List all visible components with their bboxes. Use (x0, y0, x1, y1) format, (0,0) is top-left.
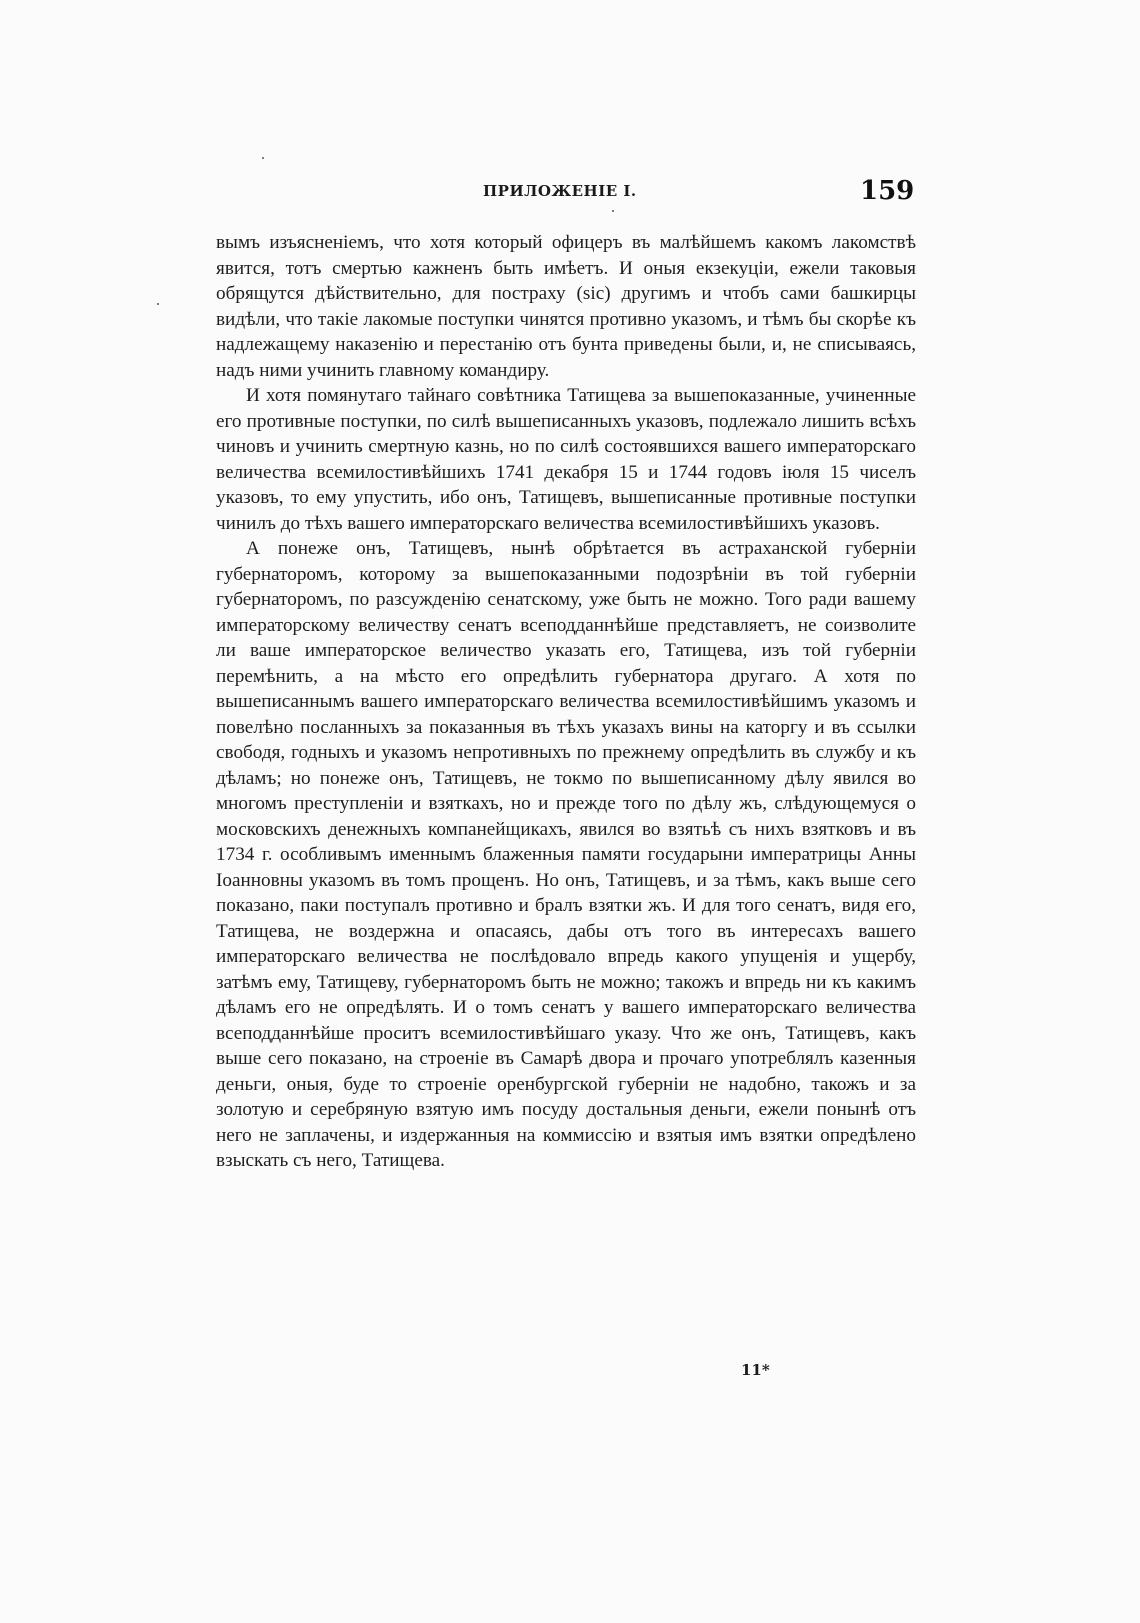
scan-speck (612, 210, 614, 212)
signature-mark: 11* (741, 1361, 770, 1379)
page-number: 159 (860, 176, 915, 206)
running-title: ПРИЛОЖЕНІЕ I. (483, 182, 637, 200)
paragraph-1: вымъ изъясненіемъ, что хотя который офицеръ въ малѣйшемъ какомъ лакомствѣ явится, тотъ смертью кажненъ быть имѣетъ. И оныя екзекуціи, ежели таковыя обрящутся дѣйствительно, для пострaху (sic) другимъ и чтобъ сами башкирцы видѣли, что такіе лакомые поступки чинятся противно указомъ, и тѣмъ бы скорѣе къ надлежащему наказенію и перестанію отъ бунта приведены были, и, не списываясь, надъ ними учинить главному командиру. (216, 232, 916, 381)
page-header (0, 178, 1140, 218)
body-text (216, 230, 916, 1174)
paragraph-3: А понеже онъ, Татищевъ, нынѣ обрѣтается въ астраханской губерніи губернаторомъ, которому за вышепоказанными подозрѣніи въ той губерніи губернаторомъ, по разсужденію сенатскому, уже быть не можно. Того ради вашему императорскому величеству сенатъ всеподданнѣйше представляетъ, не соизволите ли ваше императорское величество указать его, Татищева, изъ той губерніи перемѣнить, а на мѣсто его опредѣлить губернатора другаго. А хотя по вышеписаннымъ вашего императорскаго величества всемилостивѣйшимъ указомъ и повелѣно посланныхъ за показанныя въ тѣхъ указахъ вины на каторгу и въ ссылки свободя, годныхъ и указомъ непротивныхъ по прежнему опредѣлить въ службу и къ дѣламъ; но понеже онъ, Татищевъ, не токмо по вышеписанному дѣлу явился во многомъ преступленіи и взяткахъ, но и прежде того по дѣлу жъ, слѣдующемуся о московскихъ денежныхъ компанейщикахъ, явился во взятьѣ съ нихъ взятковъ и въ 1734 г. особливымъ именнымъ блаженныя памяти государыни императрицы Анны Іоанновны указомъ въ томъ прощенъ. Но онъ, Татищевъ, и за тѣмъ, какъ выше сего показано, паки поступалъ противно и бралъ взятки жъ. И для того сенатъ, видя его, Татищева, не воздержна и опасаясь, дабы отъ того въ интересахъ вашего императорскаго величества не послѣдовало впредь какого упущенія и ущербу, затѣмъ ему, Татищеву, губернаторомъ быть не можно; такожъ и впредь ни къ какимъ дѣламъ его не опредѣлять. И о томъ сенатъ у вашего императорскаго величества всеподданнѣйше проситъ всемилостивѣйшаго указу. Что же онъ, Татищевъ, какъ выше сего показано, на строеніе въ Самарѣ двора и прочаго употреблялъ казенныя деньги, оныя, буде то строеніе оренбургской губерніи не надобно, такожъ и за золотую и серебряную взятую имъ посуду достальныя деньги, ежели понынѣ отъ него не заплачены, и издержанныя на коммиссію и взятыя имъ взятки опредѣлено взыскать съ него, Татищева. (216, 538, 916, 1171)
scan-speck (262, 157, 264, 159)
paragraph-2: И хотя помянутаго тайнаго совѣтника Татищева за вышепоказанные, учиненные его противные поступки, по силѣ вышеписанныхъ указовъ, подлежало лишить всѣхъ чиновъ и учинить смертную казнь, но по силѣ состоявшихся вашего императорскаго величества всемилостивѣйшихъ 1741 декабря 15 и 1744 годовъ іюля 15 чиселъ указовъ, то ему упустить, ибо онъ, Татищевъ, вышеписанные противные поступки чинилъ до тѣхъ вашего императорскаго величества всемилостивѣйшихъ указовъ. (216, 385, 916, 534)
scan-speck (157, 303, 159, 305)
